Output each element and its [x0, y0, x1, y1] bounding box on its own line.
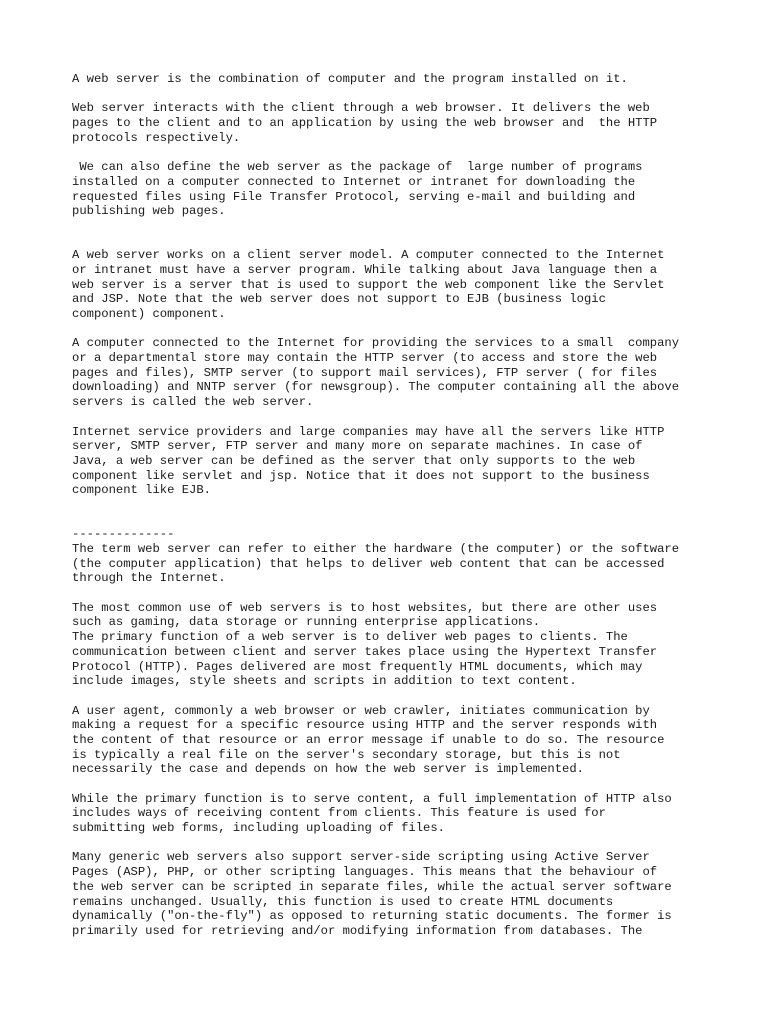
text-line: The most common use of web servers is to host websites, but there are other uses: [72, 600, 658, 615]
text-line: (the computer application) that helps to deliver web content that can be accessed: [72, 556, 665, 571]
text-line: A web server works on a client server model. A computer connected to the Internet: [72, 248, 665, 263]
text-line: the web server can be scripted in separate files, while the actual server software: [72, 879, 672, 894]
text-line: remains unchanged. Usually, this function is used to create HTML documents: [72, 894, 614, 909]
paragraph-gap: [72, 777, 712, 792]
text-line: Pages (ASP), PHP, or other scripting languages. This means that the behaviour of: [72, 865, 658, 880]
paragraph-gap: [72, 836, 712, 851]
text-line: Java, a web server can be defined as the server that only supports to the web: [72, 453, 636, 468]
text-line: A user agent, commonly a web browser or web crawler, initiates communication by: [72, 703, 650, 718]
text-line: primarily used for retrieving and/or modifying information from databases. The: [72, 923, 643, 938]
paragraph-gap: [72, 498, 712, 527]
paragraph-gap: [72, 322, 712, 337]
text-line: While the primary function is to serve content, a full implementation of HTTP also: [72, 791, 672, 806]
paragraph-isp: [72, 425, 712, 498]
paragraph-gap: [72, 145, 712, 160]
text-line: The term web server can refer to either the hardware (the computer) or the software: [72, 542, 680, 557]
paragraph-term: [72, 527, 712, 586]
text-line: and JSP. Note that the web server does not support to EJB (business logic: [72, 292, 606, 307]
text-line: publishing web pages.: [72, 204, 226, 219]
text-line: A computer connected to the Internet for providing the services to a small company: [72, 336, 680, 351]
text-line: installed on a computer connected to Internet or intranet for downloading the: [72, 174, 636, 189]
text-line: The primary function of a web server is to deliver web pages to clients. The: [72, 630, 628, 645]
text-line: server, SMTP server, FTP server and many more on separate machines. In case of: [72, 439, 643, 454]
paragraph-gap: [72, 689, 712, 704]
text-line: requested files using File Transfer Protocol, serving e-mail and building and: [72, 189, 636, 204]
text-line: A web server is the combination of computer and the program installed on it.: [72, 72, 628, 86]
paragraph-definition: [72, 72, 712, 87]
separator-line: --------------: [72, 527, 175, 542]
text-line: downloading) and NNTP server (for newsgroup). The computer containing all the above: [72, 380, 680, 395]
paragraph-user-agent: [72, 704, 712, 777]
paragraph-gap: [72, 87, 712, 102]
paragraph-scripting: [72, 850, 712, 938]
text-line: such as gaming, data storage or running enterprise applications.: [72, 615, 541, 630]
text-line: include images, style sheets and scripts in addition to text content.: [72, 674, 577, 689]
text-line: component like servlet and jsp. Notice that it does not support to the business: [72, 468, 650, 483]
text-line: or a departmental store may contain the HTTP server (to access and store the web: [72, 351, 658, 366]
paragraph-client-server: [72, 248, 712, 321]
text-line: pages to the client and to an application by using the web browser and the HTTP: [72, 116, 658, 131]
text-line: communication between client and server takes place using the Hypertext Transfer: [72, 644, 658, 659]
text-line: We can also define the web server as the package of large number of programs: [72, 160, 643, 175]
text-line: protocols respectively.: [72, 130, 241, 145]
text-line: through the Internet.: [72, 571, 226, 586]
text-line: making a request for a specific resource using HTTP and the server responds with: [72, 718, 658, 733]
paragraph-interaction: [72, 101, 712, 145]
text-line: Internet service providers and large companies may have all the servers like HTTP: [72, 424, 665, 439]
text-line: is typically a real file on the server's secondary storage, but this is not: [72, 747, 621, 762]
paragraph-gap: [72, 586, 712, 601]
text-line: web server is a server that is used to support the web component like the Servlet: [72, 277, 665, 292]
text-line: necessarily the case and depends on how the web server is implemented.: [72, 762, 584, 777]
text-line: the content of that resource or an error message if unable to do so. The resource: [72, 732, 665, 747]
text-line: submitting web forms, including uploading of files.: [72, 821, 445, 836]
paragraph-gap: [72, 410, 712, 425]
text-line: dynamically ("on-the-fly") as opposed to returning static documents. The former is: [72, 909, 672, 924]
text-line: or intranet must have a server program. While talking about Java language then a: [72, 262, 658, 277]
text-line: includes ways of receiving content from clients. This feature is used for: [72, 806, 606, 821]
text-line: Web server interacts with the client through a web browser. It delivers the web: [72, 101, 650, 116]
text-line: pages and files), SMTP server (to support mail services), FTP server ( for files: [72, 365, 658, 380]
text-line: component like EJB.: [72, 483, 211, 498]
text-line: Protocol (HTTP). Pages delivered are most frequently HTML documents, which may: [72, 659, 643, 674]
paragraph-receiving-content: [72, 792, 712, 836]
paragraph-services: [72, 336, 712, 409]
text-line: Many generic web servers also support server-side scripting using Active Server: [72, 850, 650, 865]
paragraph-gap: [72, 219, 712, 248]
paragraph-common-use: [72, 601, 712, 689]
document-page: [72, 72, 712, 939]
text-line: servers is called the web server.: [72, 395, 314, 410]
paragraph-package: [72, 160, 712, 219]
text-line: component) component.: [72, 307, 226, 322]
